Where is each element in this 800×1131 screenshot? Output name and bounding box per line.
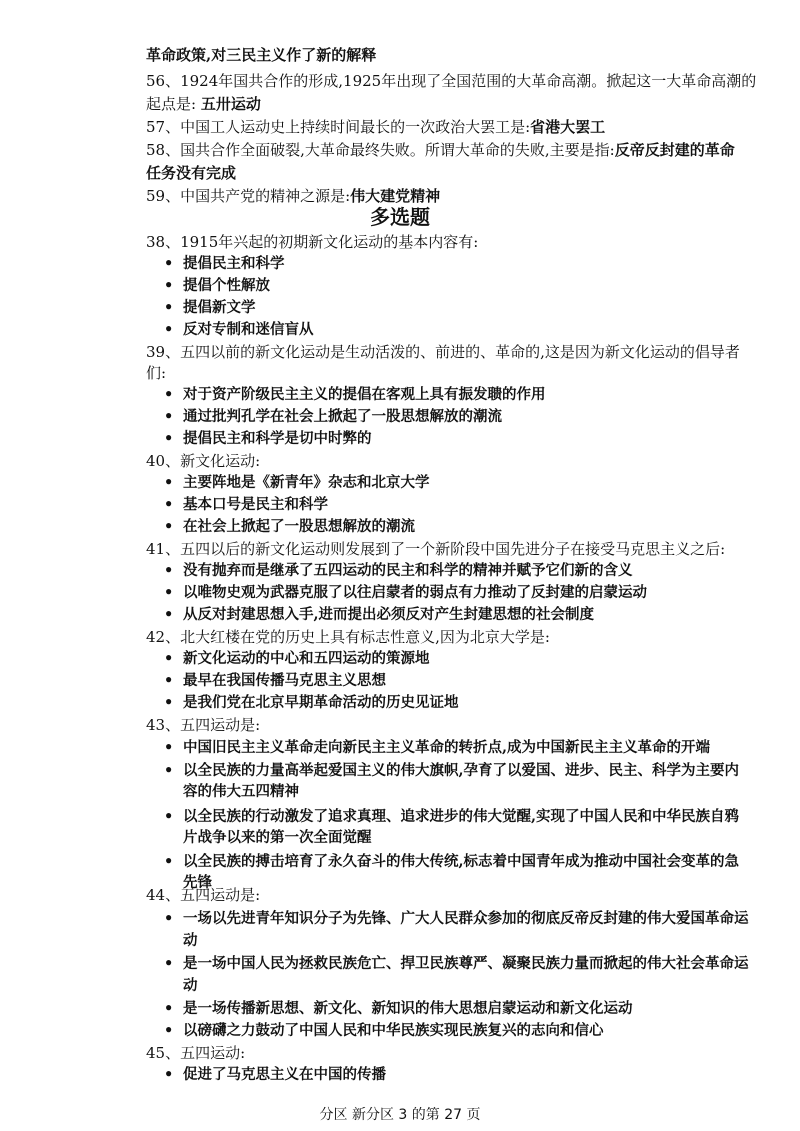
section-title: 多选题 — [370, 205, 430, 229]
list-item: • 以全民族的力量高举起爱国主义的伟大旗帜,孕育了以爱国、进步、民主、科学为主要内 — [164, 762, 740, 779]
list-item: • 主要阵地是《新青年》杂志和北京大学 — [164, 474, 430, 491]
list-item: • 反对专制和迷信盲从 — [164, 321, 314, 338]
question-39-cont: 们: — [146, 364, 167, 382]
list-item: • 一场以先进青年知识分子为先锋、广大人民群众参加的彻底反帝反封建的伟大爱国革命运 — [164, 910, 749, 927]
bullet-icon: • — [164, 1000, 174, 1017]
bullet-icon: • — [164, 672, 174, 689]
question-56: 56、1924年国共合作的形成,1925年出现了全国范围的大革命高潮。掀起这一大革命高潮的 — [146, 72, 757, 90]
list-item: • 新文化运动的中心和五四运动的策源地 — [164, 650, 430, 667]
question-56-cont: 起点是: 五卅运动 — [146, 95, 261, 113]
bullet-icon: • — [164, 408, 174, 425]
question-45: 45、五四运动: — [146, 1044, 246, 1062]
answer-56: 五卅运动 — [200, 95, 261, 113]
bullet-icon: • — [164, 955, 174, 972]
list-item: • 从反对封建思想入手,进而提出必须反对产生封建思想的社会制度 — [164, 606, 595, 623]
answer-57: 省港大罢工 — [530, 118, 606, 136]
bullet-icon: • — [164, 650, 174, 667]
question-57: 57、中国工人运动史上持续时间最长的一次政治大罢工是:省港大罢工 — [146, 118, 606, 136]
list-item-cont: 先锋 — [183, 874, 212, 891]
line-continuation: 革命政策,对三民主义作了新的解释 — [146, 46, 377, 64]
bullet-icon: • — [164, 808, 174, 825]
list-item: • 提倡民主和科学是切中时弊的 — [164, 430, 372, 447]
list-item: • 提倡民主和科学 — [164, 255, 285, 272]
question-43: 43、五四运动是: — [146, 716, 261, 734]
bullet-icon: • — [164, 606, 174, 623]
list-item: • 没有抛弃而是继承了五四运动的民主和科学的精神并赋予它们新的含义 — [164, 562, 633, 579]
question-40: 40、新文化运动: — [146, 452, 261, 470]
bullet-icon: • — [164, 474, 174, 491]
page-footer: 分区 新分区 3 的第 27 页 — [319, 1107, 481, 1123]
bullet-icon: • — [164, 299, 174, 316]
list-item: • 以全民族的搏击培育了永久奋斗的伟大传统,标志着中国青年成为推动中国社会变革的急 — [164, 853, 740, 870]
answer-59: 伟大建党精神 — [350, 187, 441, 205]
list-item: • 提倡个性解放 — [164, 277, 270, 294]
list-item: • 以磅礴之力鼓动了中国人民和中华民族实现民族复兴的志向和信心 — [164, 1022, 604, 1039]
list-item: • 是我们党在北京早期革命活动的历史见证地 — [164, 694, 459, 711]
question-44: 44、五四运动是: — [146, 886, 261, 904]
bullet-icon: • — [164, 584, 174, 601]
bullet-icon: • — [164, 430, 174, 447]
question-41: 41、五四以后的新文化运动则发展到了一个新阶段中国先进分子在接受马克思主义之后: — [146, 540, 726, 558]
list-item: • 以全民族的行动激发了追求真理、追求进步的伟大觉醒,实现了中国人民和中华民族自鸦 — [164, 808, 740, 825]
list-item: • 通过批判孔学在社会上掀起了一股思想解放的潮流 — [164, 408, 502, 425]
list-item: • 是一场传播新思想、新文化、新知识的伟大思想启蒙运动和新文化运动 — [164, 1000, 633, 1017]
list-item-cont: 片战争以来的第一次全面觉醒 — [183, 829, 372, 846]
list-item: • 中国旧民主主义革命走向新民主主义革命的转折点,成为中国新民主主义革命的开端 — [164, 739, 711, 756]
bullet-icon: • — [164, 321, 174, 338]
bullet-icon: • — [164, 1022, 174, 1039]
list-item: • 是一场中国人民为拯救民族危亡、捍卫民族尊严、凝聚民族力量而掀起的伟大社会革命运 — [164, 955, 749, 972]
bullet-icon: • — [164, 255, 174, 272]
list-item: • 以唯物史观为武器克服了以往启蒙者的弱点有力推动了反封建的启蒙运动 — [164, 584, 647, 601]
list-item-cont: 动 — [183, 977, 198, 994]
question-38: 38、1915年兴起的初期新文化运动的基本内容有: — [146, 233, 479, 251]
list-item: • 提倡新文学 — [164, 299, 256, 316]
list-item: • 对于资产阶级民主主义的提倡在客观上具有振发聩的作用 — [164, 386, 546, 403]
bullet-icon: • — [164, 277, 174, 294]
bullet-icon: • — [164, 496, 174, 513]
bullet-icon: • — [164, 853, 174, 870]
question-59: 59、中国共产党的精神之源是:伟大建党精神 — [146, 187, 441, 205]
answer-58-cont: 任务没有完成 — [146, 164, 237, 182]
bullet-icon: • — [164, 386, 174, 403]
bullet-icon: • — [164, 694, 174, 711]
list-item: • 促进了马克思主义在中国的传播 — [164, 1066, 386, 1083]
question-42: 42、北大红楼在党的历史上具有标志性意义,因为北京大学是: — [146, 628, 550, 646]
bullet-icon: • — [164, 762, 174, 779]
bullet-icon: • — [164, 910, 174, 927]
list-item: • 基本口号是民主和科学 — [164, 496, 328, 513]
list-item-cont: 动 — [183, 932, 198, 949]
question-39: 39、五四以前的新文化运动是生动活泼的、前进的、革命的,这是因为新文化运动的倡导者 — [146, 343, 740, 361]
bullet-icon: • — [164, 739, 174, 756]
list-item-cont: 容的伟大五四精神 — [183, 783, 299, 800]
list-item: • 最早在我国传播马克思主义思想 — [164, 672, 386, 689]
bullet-icon: • — [164, 518, 174, 535]
bullet-icon: • — [164, 562, 174, 579]
question-58: 58、国共合作全面破裂,大革命最终失败。所谓大革命的失败,主要是指:反帝反封建的革命 — [146, 141, 735, 159]
list-item: • 在社会上掀起了一股思想解放的潮流 — [164, 518, 415, 535]
answer-58: 反帝反封建的革命 — [614, 141, 735, 159]
bullet-icon: • — [164, 1066, 174, 1083]
